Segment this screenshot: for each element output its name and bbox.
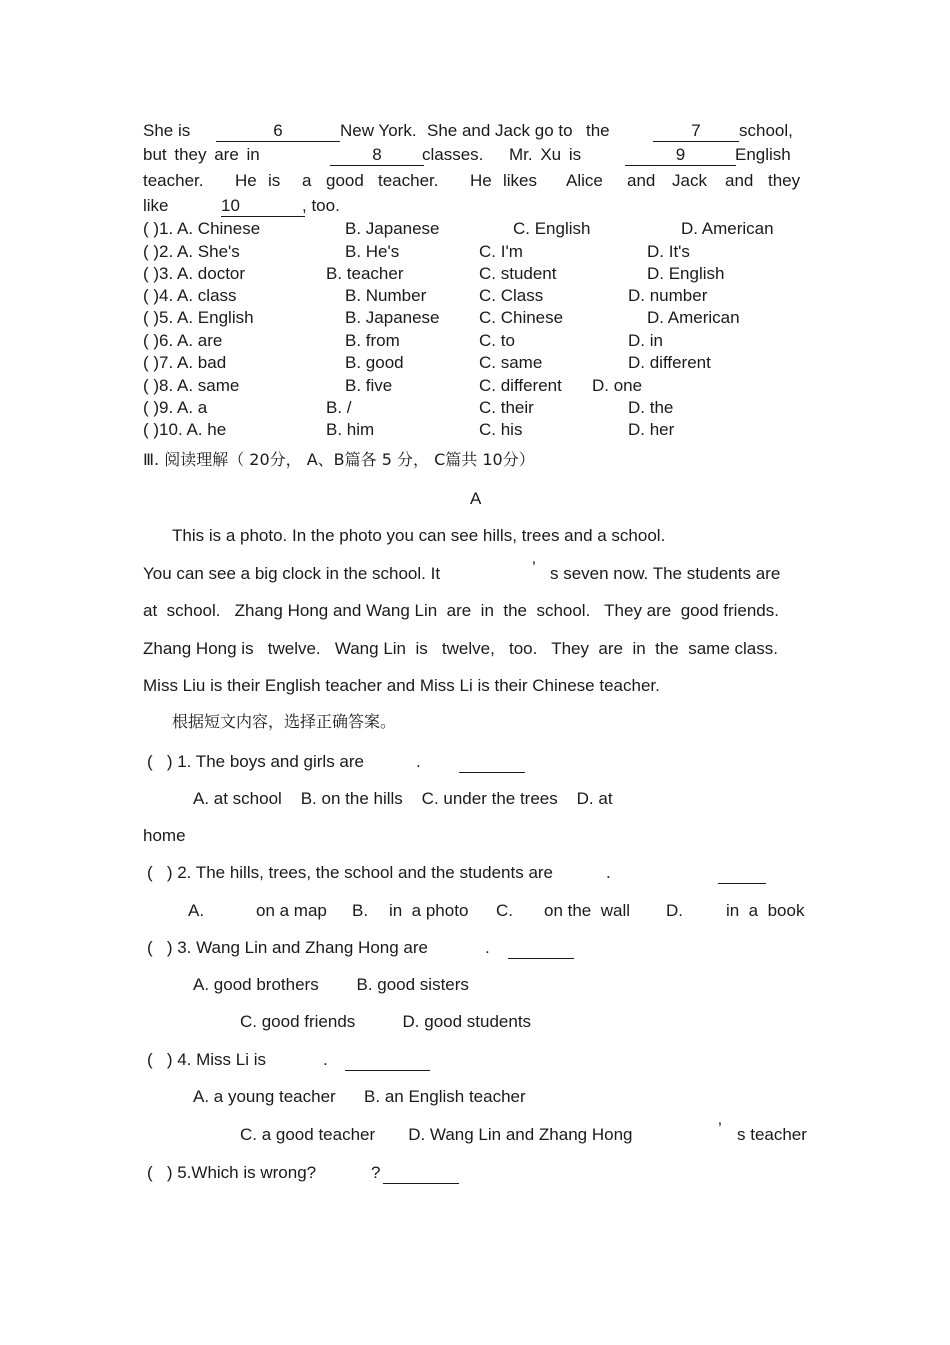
question-9: ( )9. A. a xyxy=(143,398,208,417)
options-line[interactable]: s teacher xyxy=(737,1125,807,1144)
question-2: ( )2. A. She's xyxy=(143,242,240,261)
question-4: ( )4. A. class xyxy=(143,286,237,305)
option-c[interactable]: C. Chinese xyxy=(479,308,564,327)
option-c[interactable]: C. different xyxy=(479,376,562,395)
word: and xyxy=(627,171,656,190)
option-d[interactable]: D. number xyxy=(628,286,708,305)
answer-blank[interactable] xyxy=(383,1163,459,1184)
word: teacher. xyxy=(378,171,439,190)
text: New York. xyxy=(340,121,417,140)
option-c[interactable]: C. Class xyxy=(479,286,544,305)
reading-question-4: ( ) 4. Miss Li is xyxy=(147,1050,267,1069)
option-d-label: D. xyxy=(666,901,683,920)
word: likes xyxy=(503,171,538,190)
word: Alice xyxy=(566,171,603,190)
passage-line: You can see a big clock in the school. It xyxy=(143,564,441,583)
option-d[interactable]: in a book xyxy=(726,901,805,920)
passage-line: s seven now. The students are xyxy=(550,564,781,583)
word: He xyxy=(470,171,492,190)
apostrophe: ’ xyxy=(532,558,536,577)
passage-line: Miss Liu is their English teacher and Miss Li is their Chinese teacher. xyxy=(143,676,660,695)
option-d[interactable]: D. in xyxy=(628,331,663,350)
option-b[interactable]: B. five xyxy=(345,376,393,395)
answer-blank[interactable] xyxy=(718,863,766,884)
dot: ? xyxy=(371,1163,381,1182)
word: Jack xyxy=(672,171,707,190)
options-line[interactable]: A. a young teacher B. an English teacher xyxy=(193,1087,526,1106)
options-line[interactable]: C. good friends D. good students xyxy=(240,1012,532,1031)
option-b[interactable]: B. Japanese xyxy=(345,219,440,238)
option-b[interactable]: B. Japanese xyxy=(345,308,440,327)
question-1: ( )1. A. Chinese xyxy=(143,219,261,238)
option-c[interactable]: C. their xyxy=(479,398,534,417)
option-c[interactable]: C. to xyxy=(479,331,515,350)
reading-question-2: ( ) 2. The hills, trees, the school and the students are xyxy=(147,863,554,882)
option-c[interactable]: C. same xyxy=(479,353,543,372)
instruction: 根据短文内容，选择正确答案。 xyxy=(172,712,397,731)
option-a-label: A. xyxy=(188,901,205,920)
passage-label: A xyxy=(470,489,482,508)
option-b[interactable]: B. Number xyxy=(345,286,427,305)
passage-line: at school. Zhang Hong and Wang Lin are in the school. They are good friends. xyxy=(143,601,779,620)
dot: . xyxy=(323,1050,328,1069)
word: He xyxy=(235,171,257,190)
option-d[interactable]: D. one xyxy=(592,376,643,395)
apostrophe: ’ xyxy=(718,1119,722,1138)
text: She and Jack go to xyxy=(427,121,573,140)
word: and xyxy=(725,171,754,190)
reading-question-3: ( ) 3. Wang Lin and Zhang Hong are xyxy=(147,938,428,957)
option-b[interactable]: B. him xyxy=(326,420,375,439)
option-c[interactable]: C. I'm xyxy=(479,242,523,261)
blank-9[interactable]: 9 xyxy=(625,145,736,166)
option-b[interactable]: in a photo xyxy=(389,901,469,920)
option-c[interactable]: C. English xyxy=(513,219,591,238)
text: She is xyxy=(143,121,191,140)
options-line[interactable]: home xyxy=(143,826,186,845)
option-a[interactable]: on a map xyxy=(256,901,327,920)
option-d[interactable]: D. English xyxy=(647,264,725,283)
passage-line: Zhang Hong is twelve. Wang Lin is twelve, too. They are in the same class. xyxy=(143,639,778,658)
text: Mr. Xu is xyxy=(509,145,582,164)
option-b[interactable]: B. teacher xyxy=(326,264,404,283)
answer-blank[interactable] xyxy=(508,938,574,959)
question-8: ( )8. A. same xyxy=(143,376,240,395)
word: they xyxy=(768,171,801,190)
text: , too. xyxy=(302,196,340,215)
reading-question-1: ( ) 1. The boys and girls are xyxy=(147,752,365,771)
options-line[interactable]: A. good brothers B. good sisters xyxy=(193,975,469,994)
text: but they are in xyxy=(143,145,260,164)
option-b[interactable]: B. good xyxy=(345,353,404,372)
options-line[interactable]: A. at school B. on the hills C. under the trees D. at xyxy=(193,789,613,808)
option-b[interactable]: B. He's xyxy=(345,242,400,261)
option-c-label: C. xyxy=(496,901,513,920)
option-d[interactable]: D. It's xyxy=(647,242,690,261)
options-line[interactable]: C. a good teacher D. Wang Lin and Zhang Hong xyxy=(240,1125,633,1144)
answer-blank[interactable] xyxy=(459,752,525,773)
blank-10[interactable]: 10 xyxy=(221,196,305,217)
question-6: ( )6. A. are xyxy=(143,331,223,350)
text: classes. xyxy=(422,145,484,164)
word: good xyxy=(326,171,364,190)
blank-7[interactable]: 7 xyxy=(653,121,739,142)
question-5: ( )5. A. English xyxy=(143,308,254,327)
option-d[interactable]: D. different xyxy=(628,353,711,372)
passage-line: This is a photo. In the photo you can see hills, trees and a school. xyxy=(172,526,666,545)
option-d[interactable]: D. American xyxy=(681,219,774,238)
dot: . xyxy=(416,752,421,771)
question-10: ( )10. A. he xyxy=(143,420,227,439)
question-3: ( )3. A. doctor xyxy=(143,264,246,283)
option-d[interactable]: D. her xyxy=(628,420,675,439)
question-7: ( )7. A. bad xyxy=(143,353,227,372)
word: a xyxy=(302,171,312,190)
text: the xyxy=(586,121,610,140)
option-b[interactable]: B. from xyxy=(345,331,400,350)
text: English xyxy=(735,145,791,164)
option-d[interactable]: D. the xyxy=(628,398,674,417)
text: like xyxy=(143,196,169,215)
word: teacher. xyxy=(143,171,204,190)
section-heading: Ⅲ. 阅读理解（ 20分， A、B篇各 5 分， C篇共 10分） xyxy=(143,450,535,469)
option-c[interactable]: C. student xyxy=(479,264,557,283)
blank-8[interactable]: 8 xyxy=(330,145,424,166)
option-d[interactable]: D. American xyxy=(647,308,740,327)
word: is xyxy=(268,171,281,190)
answer-blank[interactable] xyxy=(345,1050,430,1071)
option-c[interactable]: on the wall xyxy=(544,901,630,920)
option-b-label: B. xyxy=(352,901,369,920)
option-c[interactable]: C. his xyxy=(479,420,523,439)
text: school, xyxy=(739,121,793,140)
option-b[interactable]: B. / xyxy=(326,398,352,417)
reading-question-5: ( ) 5.Which is wrong? xyxy=(147,1163,317,1182)
dot: . xyxy=(485,938,490,957)
dot: . xyxy=(606,863,611,882)
blank-6[interactable]: 6 xyxy=(216,121,340,142)
